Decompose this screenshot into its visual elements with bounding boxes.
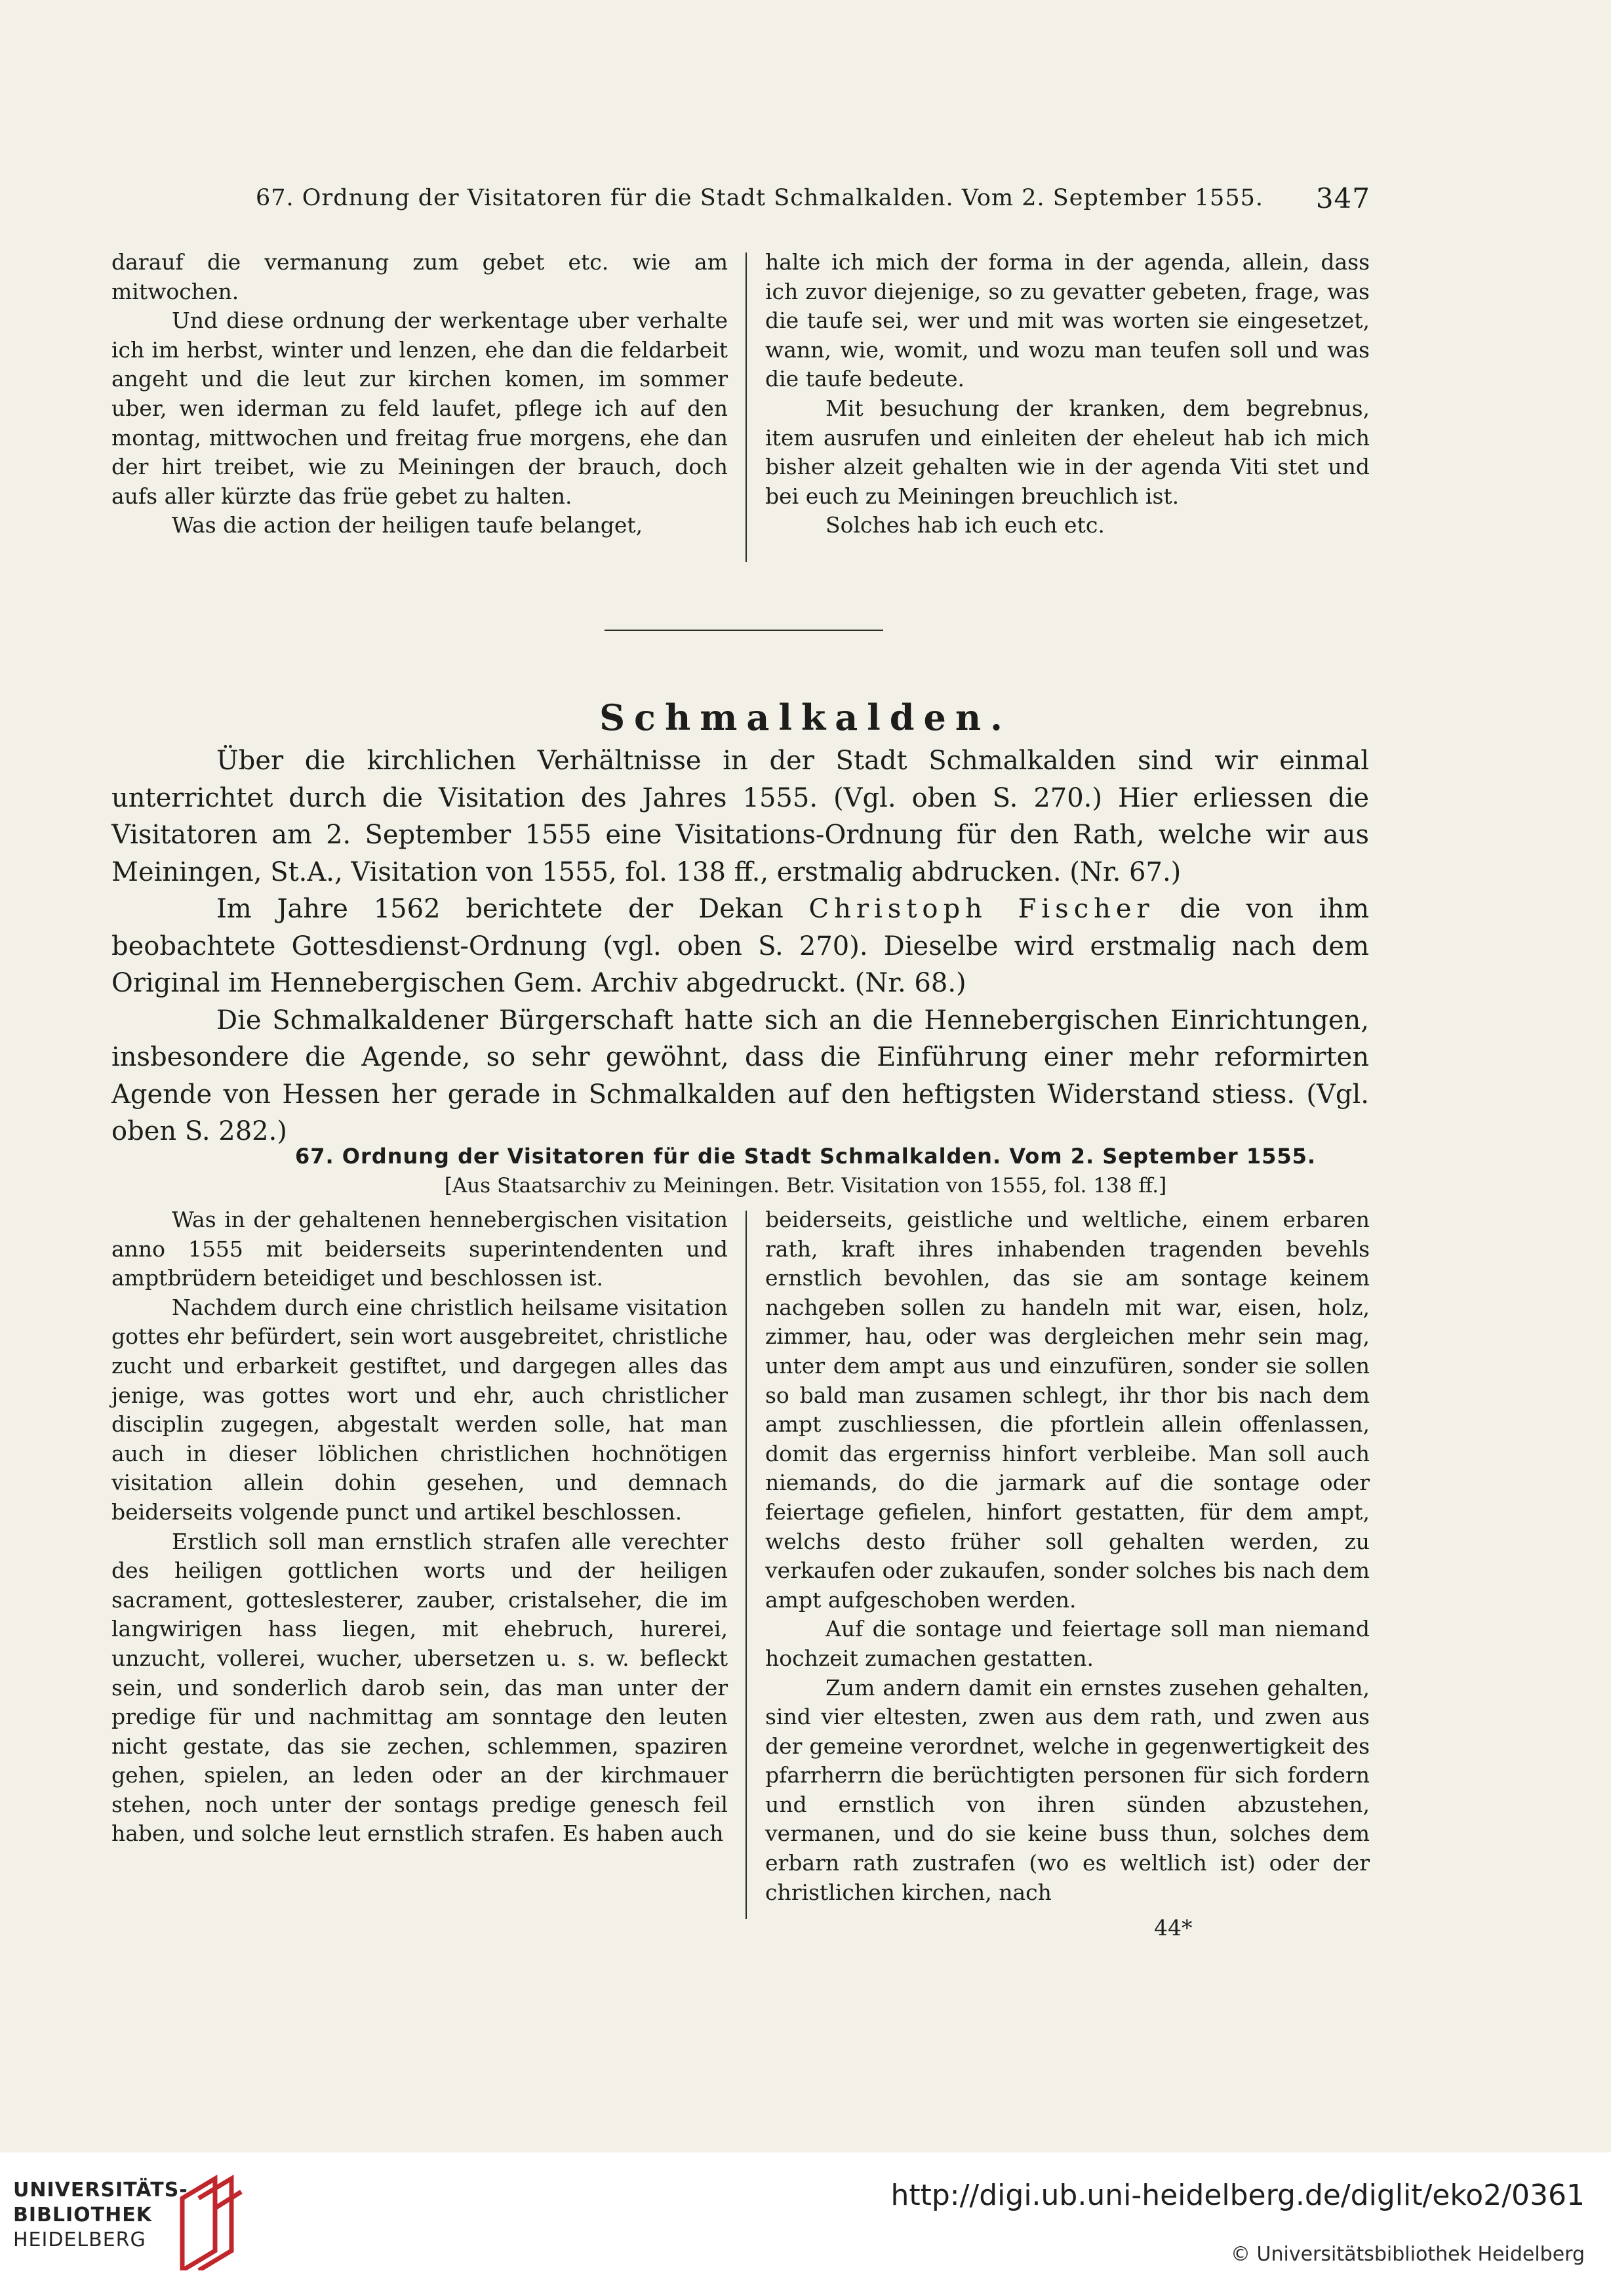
- paragraph: Solches hab ich euch etc.: [825, 512, 1105, 538]
- paragraph: Was in der gehaltenen hennebergischen visitation anno 1555 mit beiderseits superintendenten und amptbrüdern beteidiget und beschlossen ist.: [111, 1207, 728, 1291]
- running-head-title: 67. Ordnung der Visitatoren für die Stadt Schmalkalden. Vom 2. September 1555.: [256, 185, 1263, 211]
- bottom-left-column: [111, 1205, 728, 1849]
- intro-paragraph-2: [111, 891, 1369, 1002]
- page-number: 347: [1315, 182, 1370, 214]
- logo-line-2: BIBLIOTHEK: [13, 2204, 152, 2226]
- top-left-column: [111, 248, 728, 540]
- document-title: 67. Ordnung der Visitatoren für die Stadt Schmalkalden. Vom 2. September 1555.: [294, 1144, 1317, 1169]
- intro-paragraph-3: Die Schmalkaldener Bürgerschaft hatte sich an die Hennebergischen Einrichtungen, insbesondere die Agende, so sehr gewöhnt, dass die Einführung einer mehr reformirten Agende von Hessen her gerade in Schmalkalden auf den heftigsten Widerstand stiess. (Vgl. oben S. 282.): [111, 1005, 1369, 1146]
- logo-line-1: UNIVERSITÄTS-: [13, 2179, 188, 2202]
- paragraph: beiderseits, geistliche und weltliche, einem erbaren rath, kraft ihres inhabenden tragenden bevehls ernstlich bevohlen, das sie am sontage keinem nachgeben sollen zu handeln mit war, eisen, holz, zimmer, hau, oder was dergleichen mehr sein mag, unter dem ampt aus und einzufüren, sonder sie sollen so bald man zusamen schlegt, ihr thor bis nach dem ampt zuschliessen, die pfortlein allein offenlassen, domit das ergerniss hinfort verbleibe. Man soll auch niemands, do die jarmark auf die sontage oder feiertage gefielen, hinfort gestatten, für dem ampt, welchs desto früher soll gehalten werden, zu verkaufen oder zukaufen, sonder solches bis nach dem ampt aufgeschoben werden.: [765, 1207, 1370, 1613]
- paragraph: Zum andern damit ein ernstes zusehen gehalten, sind vier eltesten, zwen aus dem rath, und zwen aus der gemeine verordnet, welche in gegenwertigkeit des pfarrherrn die berüchtigten personen für sich fordern und ernstlich von ihren sünden abzustehen, vermanen, und do sie keine buss thun, solches dem erbarn rath zustrafen (wo es weltlich ist) oder der christlichen kirchen, nach: [765, 1674, 1370, 1905]
- document-source: [Aus Staatsarchiv zu Meiningen. Betr. Visitation von 1555, fol. 138 ff.]: [444, 1174, 1167, 1198]
- library-emblem-icon: [169, 2172, 248, 2270]
- intro-text-before-name: Im Jahre 1562 berichtete der Dekan: [216, 894, 809, 924]
- copyright-notice: © Universitätsbibliothek Heidelberg: [1230, 2243, 1585, 2266]
- paragraph: Mit besuchung der kranken, dem begrebnus, item ausrufen und einleiten der eheleut hab ich mich bisher alzeit gehalten wie in der agenda Viti stet und bei euch zu Meiningen breuchlich ist.: [765, 395, 1370, 509]
- section-title: Schmalkalden.: [599, 696, 1012, 738]
- section-rule: [605, 630, 883, 631]
- paragraph: Auf die sontage und feiertage soll man niemand hochzeit zumachen gestatten.: [765, 1616, 1370, 1671]
- intro-text-after-name: die von ihm beobachtete Gottesdienst-Ordnung (vgl. oben S. 270). Dieselbe wird erstmalig nach dem Original im Hennebergischen Gem. Archiv abgedruckt. (Nr. 68.): [111, 894, 1370, 998]
- bottom-right-column: [765, 1205, 1370, 1907]
- paragraph: darauf die vermanung zum gebet etc. wie am mitwochen.: [111, 249, 728, 304]
- column-separator: [746, 1211, 747, 1919]
- paragraph: Erstlich soll man ernstlich strafen alle verechter des heiligen gottlichen worts und der heiligen sacrament, gotteslesterer, zauber, cristalseher, die im langwirigen hass liegen, mit ehebruch, hurerei, unzucht, vollerei, wucher, ubersetzen u. s. w. befleckt sein, und sonderlich darob sein, das man unter der predige für und nachmittag am sonntage den leuten nicht gestate, das sie zechen, schlemmen, spaziren gehen, spielen, an leden oder an der kirchmauer stehen, noch unter der sontags predige genesch feil haben, und solche leut ernstlich strafen. Es haben auch: [111, 1528, 728, 1847]
- library-logo: [13, 2165, 288, 2284]
- logo-line-3: HEIDELBERG: [13, 2228, 146, 2251]
- intro-paragraph-1: Über die kirchlichen Verhältnisse in der Stadt Schmalkalden sind wir einmal unterrichtet durch die Visitation des Jahres 1555. (Vgl. oben S. 270.) Hier erliessen die Visitatoren am 2. September 1555 eine Visitations-Ordnung für den Rath, welche wir aus Meiningen, St.A., Visitation von 1555, fol. 138 ff., erstmalig abdrucken. (Nr. 67.): [111, 746, 1369, 887]
- person-name: Christoph Fischer: [808, 894, 1155, 924]
- paragraph: Nachdem durch eine christlich heilsame visitation gottes ehr befürdert, sein wort ausgebreitet, christliche zucht und erbarkeit gestiftet, und dargegen alles das jenige, was gottes wort und ehr, auch christlicher disciplin zugegen, abgestalt werden solle, hat man auch in dieser löblichen christlichen hochnötigen visitation allein dohin gesehen, und demnach beiderseits volgende punct und artikel beschlossen.: [111, 1294, 728, 1525]
- paragraph: Was die action der heiligen taufe belanget,: [172, 512, 643, 538]
- column-separator: [746, 252, 747, 562]
- paragraph: Und diese ordnung der werkentage uber verhalte ich im herbst, winter und lenzen, ehe dan die feldarbeit angeht und die leut zur kirchen komen, im sommer uber, wen iderman zu feld laufet, pflege ich auf den montag, mittwochen und freitag frue morgens, ehe dan der hirt treibet, wie zu Meiningen der brauch, doch aufs aller kürzte das früe gebet zu halten.: [111, 308, 728, 509]
- intro-text: [111, 742, 1369, 1150]
- permalink-url[interactable]: http://digi.ub.uni-heidelberg.de/diglit/eko2/0361: [890, 2179, 1585, 2212]
- top-right-column: [765, 248, 1370, 540]
- signature-mark: 44*: [1154, 1915, 1193, 1941]
- paragraph: halte ich mich der forma in der agenda, allein, dass ich zuvor diejenige, so zu gevatter gebeten, frage, was die taufe sei, wer und mit was worten sie eingesetzet, wann, wie, womit, und wozu man teufen soll und was die taufe bedeute.: [765, 249, 1370, 392]
